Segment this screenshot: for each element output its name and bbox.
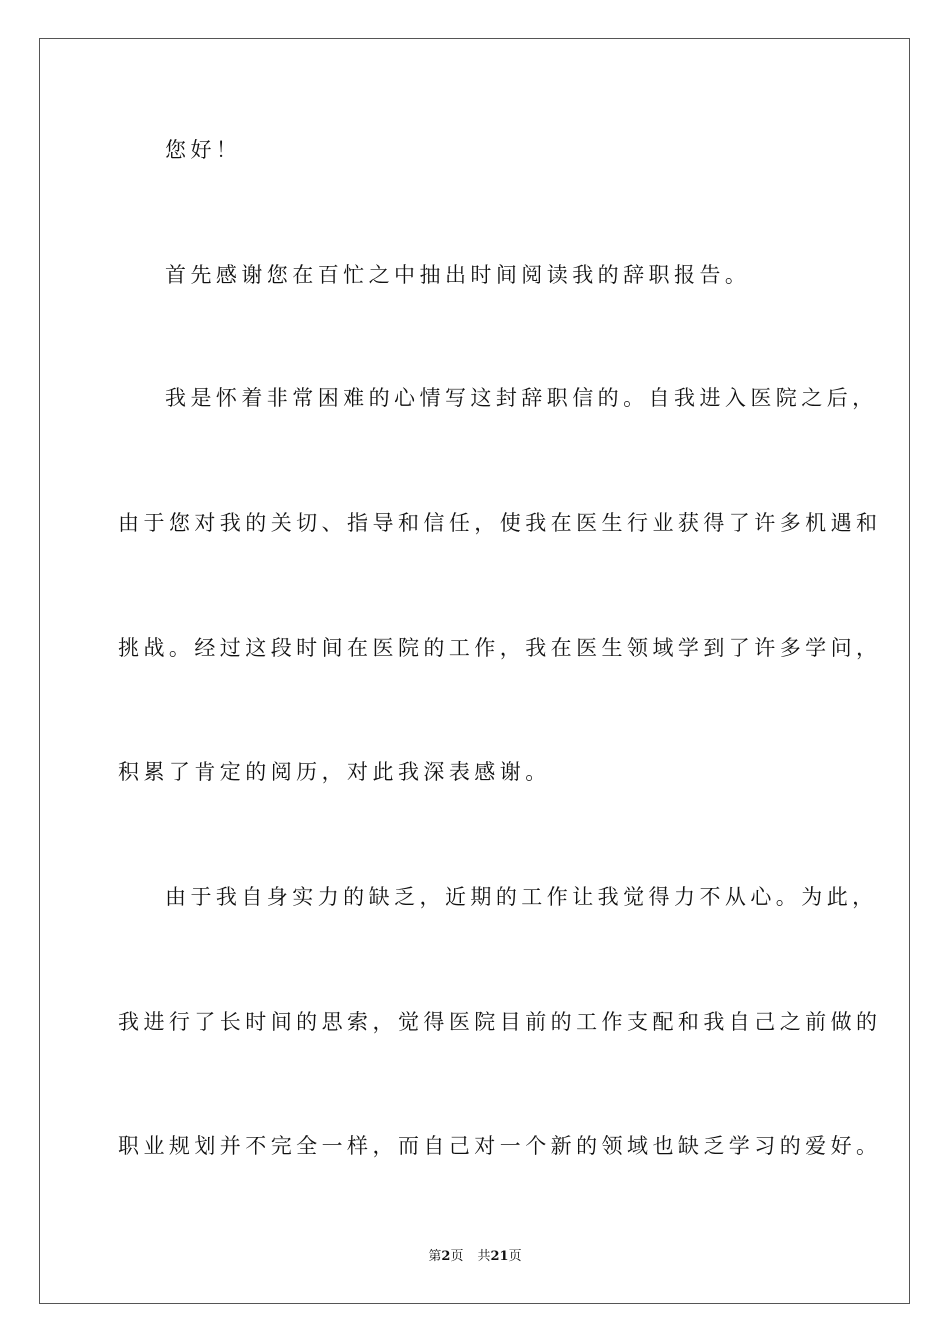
paragraph-line: 我是怀着非常困难的心情写这封辞职信的。自我进入医院之后， xyxy=(165,386,878,410)
paragraph-line: 由于我自身实力的缺乏，近期的工作让我觉得力不从心。为此， xyxy=(165,885,878,909)
page-border xyxy=(39,38,910,1304)
paragraph-line: 由于您对我的关切、指导和信任，使我在医生行业获得了许多机遇和 xyxy=(118,511,882,535)
page-footer xyxy=(0,1248,950,1266)
page-number: 2 xyxy=(441,1249,451,1264)
total-prefix: 共 xyxy=(477,1249,491,1264)
paragraph-line: 积累了肯定的阅历，对此我深表感谢。 xyxy=(118,760,551,784)
greeting-line: 您好！ xyxy=(165,138,242,162)
paragraph-line: 我进行了长时间的思索，觉得医院目前的工作支配和我自己之前做的 xyxy=(118,1010,882,1034)
page-suffix: 页 xyxy=(450,1249,464,1264)
paragraph-line: 挑战。经过这段时间在医院的工作，我在医生领域学到了许多学问， xyxy=(118,636,882,660)
total-pages: 21 xyxy=(490,1249,509,1264)
page-prefix: 第 xyxy=(428,1249,442,1264)
paragraph-line: 首先感谢您在百忙之中抽出时间阅读我的辞职报告。 xyxy=(165,263,751,287)
total-suffix: 页 xyxy=(508,1249,522,1264)
paragraph-line: 职业规划并不完全一样，而自己对一个新的领域也缺乏学习的爱好。 xyxy=(118,1134,882,1158)
